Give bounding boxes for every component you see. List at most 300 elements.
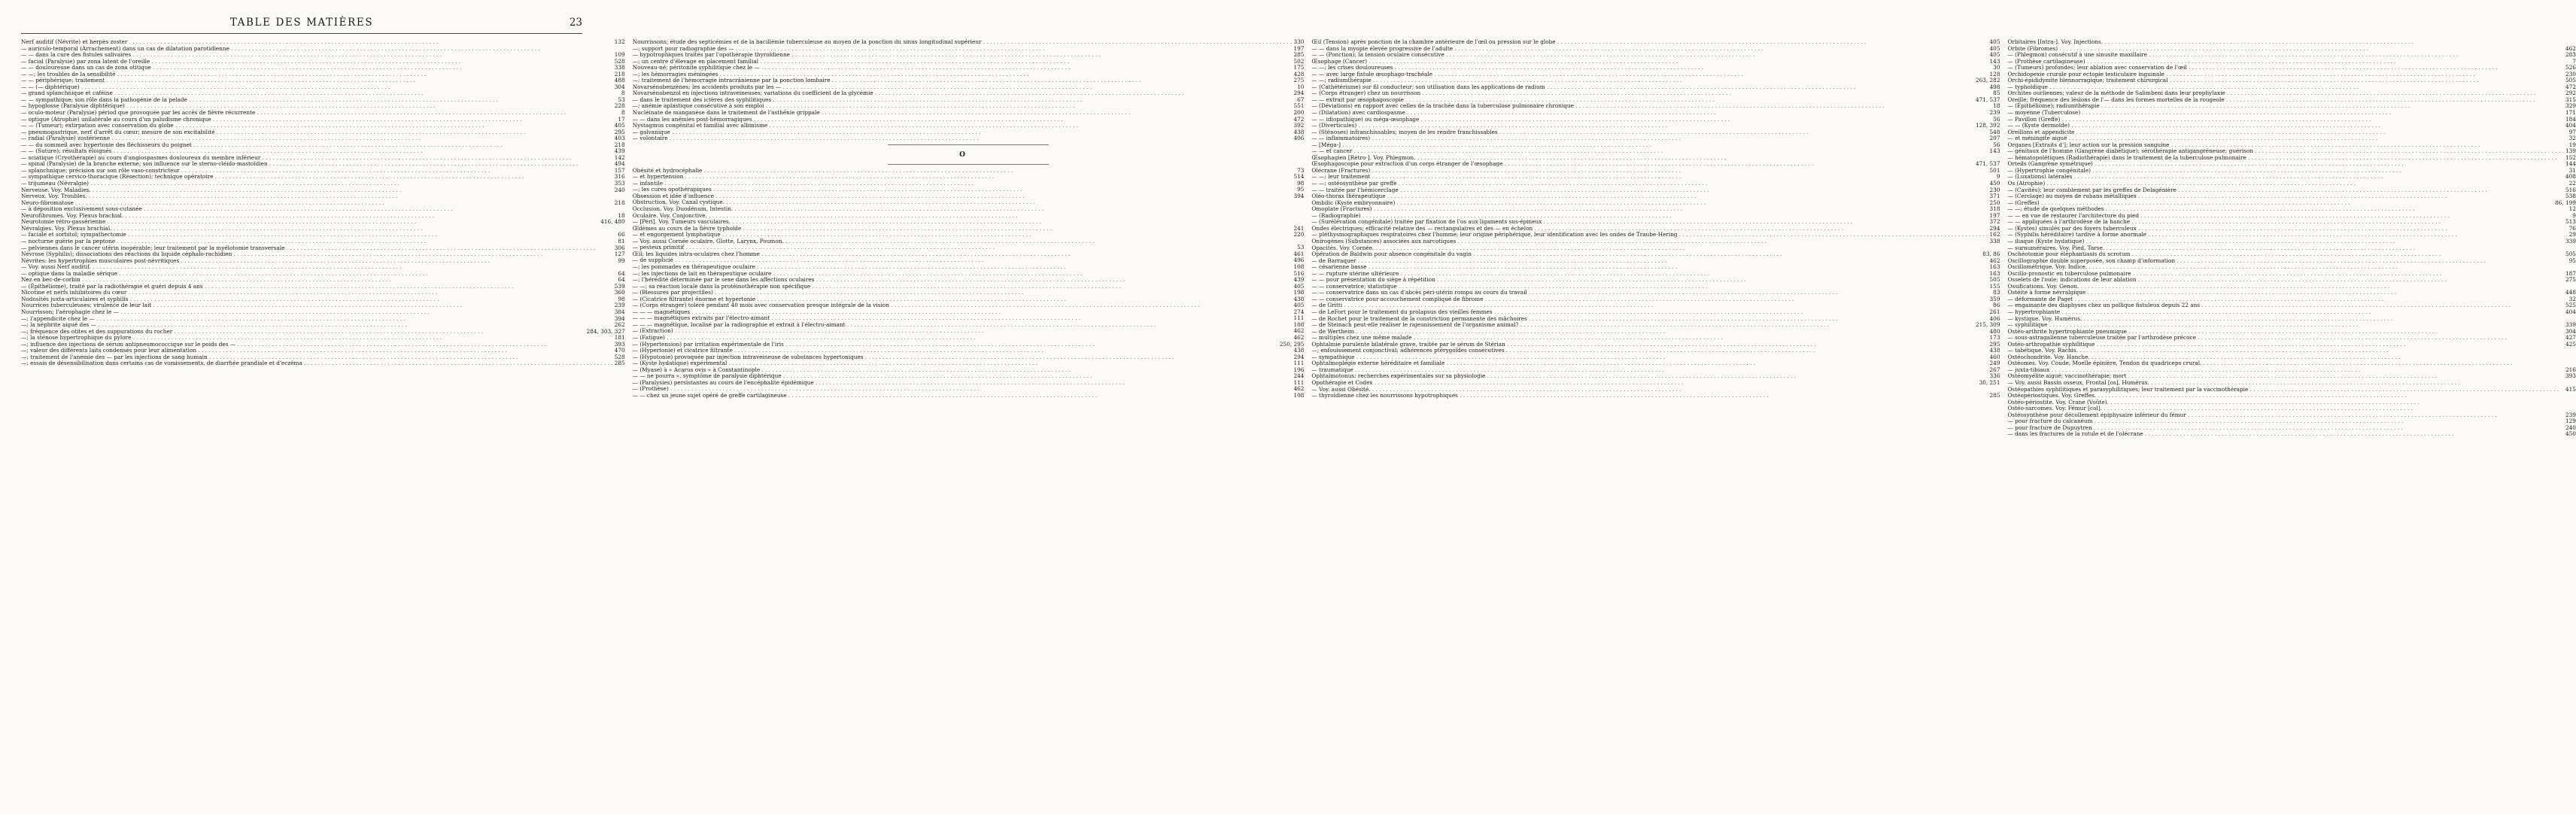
entry-page-number: 30 xyxy=(1993,64,2000,71)
entry-page-number: 470 xyxy=(614,347,625,354)
entry-text: —; valeur des différents laits condensés pour leur alimentation . . . xyxy=(21,348,613,354)
entry-text: Nucléinate de manganèse dans le traitement de l'asthénie grippale . . . xyxy=(633,110,1293,117)
entry-text: — (Kystes) simulés par des foyers tuberculeux . . . xyxy=(2007,226,2563,232)
entry-page-number: 548 xyxy=(1989,128,2000,135)
entry-page-number: 415 xyxy=(2565,385,2576,393)
entry-page-number: 29 xyxy=(2568,231,2576,238)
entry-text: — [Péri]. Voy. Tumeurs vasculaires. . . . xyxy=(633,219,1293,226)
entry-page-number: 285 xyxy=(614,360,625,367)
entry-page-number: 261 xyxy=(1989,308,2000,315)
entry-text: — sous-astragalienne tuberculeuse traitée par l'arthrodèse précoce . . . xyxy=(2007,335,2563,342)
entry-text: — syphilitique . . . xyxy=(2007,322,2563,329)
index-entry xyxy=(1311,393,2000,399)
entry-page-number: 405 xyxy=(1989,44,2000,52)
entry-page-number: 17 xyxy=(618,115,625,123)
entry-page-number: 230 xyxy=(1989,186,2000,193)
entry-page-number: 516 xyxy=(2565,186,2576,193)
entry-page-number: 285 xyxy=(1293,51,1305,59)
index-column-4 xyxy=(2007,39,2575,806)
entry-page-number: 438 xyxy=(1293,128,1305,135)
entry-page-number: 86 xyxy=(1993,302,2000,309)
entry-page-number: 108 xyxy=(1293,263,1305,270)
entry-text: — sciatique (Cryothérapie) au cours d'angiospasmes douloureux du membre inférieur . . . xyxy=(21,155,613,162)
entry-text: — de supplicié . . . xyxy=(633,257,1293,264)
entry-text: —; l'hérédité déterminée par le sexe dans les affections oculaires . . . xyxy=(633,277,1293,284)
entry-page-number: 425 xyxy=(2565,340,2576,348)
entry-page-number: 505 xyxy=(1989,276,2000,284)
entry-text: — hypoglosse (Paralysie diphtérique) . . . xyxy=(21,103,613,110)
entry-text: Nerveux. Voy. Troubles. . . . xyxy=(21,193,613,200)
entry-page-number: 262 xyxy=(614,321,625,329)
entry-text: — — sympathique; son rôle dans la pathogénie de la pelade . . . xyxy=(21,97,613,104)
entry-page-number: 353 xyxy=(614,180,625,187)
entry-page-number: 427 xyxy=(2565,334,2576,342)
entry-page-number: 304 xyxy=(2565,327,2576,335)
entry-page-number: 128 xyxy=(1989,70,2000,77)
entry-page-number: 157 xyxy=(614,166,625,174)
entry-page-number: 460 xyxy=(1989,353,2000,360)
entry-page-number: 339 xyxy=(2565,321,2576,329)
entry-page-number: 513 xyxy=(2565,218,2576,226)
index-entry xyxy=(2007,431,2575,438)
entry-text: Neurofibromes. Voy. Plexus brachial. . . . xyxy=(21,213,613,220)
entry-text: —; un centre d'élevage en placement familial . . . xyxy=(633,59,1293,65)
entry-page-number: 525 xyxy=(2565,302,2576,309)
entry-text: Ossifications. Voy. Genou. . . . xyxy=(2007,284,2563,290)
entry-text: — déformante de Paget . . . xyxy=(2007,296,2563,303)
entry-page-number: 8 xyxy=(621,109,625,117)
entry-page-number: 12 xyxy=(2568,205,2576,213)
entry-text: — —; sa réaction locale dans la protéinothérapie non spécifique . . . xyxy=(633,284,1293,290)
entry-text: — faciale et sorbitol; sympathectomie . . . xyxy=(21,232,613,238)
entry-page-number: 132 xyxy=(614,38,625,45)
entry-text: — optique (Atrophie) unilatérale au cours d'un paludisme chronique . . . xyxy=(21,117,613,123)
index-column-1 xyxy=(21,39,625,806)
entry-page-number: 81 xyxy=(618,237,625,245)
entry-text: — spinal (Paralysie) de la branche externe; son influence sur le sterno-cléido-mastoïdien . . . xyxy=(21,161,613,168)
entry-page-number: 406 xyxy=(1989,314,2000,322)
entry-text: Occlusion. Voy. Duodénum, Intestin. . . . xyxy=(633,206,1293,213)
entry-page-number: 480 xyxy=(1989,327,2000,335)
entry-page-number: 64 xyxy=(618,269,625,277)
entry-text: — et hypertension . . . xyxy=(633,174,1293,181)
entry-text: Neuro-fibromatose . . . xyxy=(21,200,613,207)
entry-text: — génitaux de l'homme (Gangrène diabétique); sérothérapie antigangréneuse; guérison . . . xyxy=(2007,148,2563,155)
entry-page-number: 99 xyxy=(618,257,625,264)
entry-text: Ombilic (Kyste embryonnaire) . . . xyxy=(1311,200,1988,207)
entry-text: — (Cicatrice filtrante) énorme et hypertonie . . . xyxy=(633,296,1293,303)
entry-text: — (Épithéliome), traité par la radiothérapie et guéri depuis 4 ans . . . xyxy=(21,284,613,290)
entry-page-number: 406 xyxy=(1293,135,1305,142)
entry-page-number: 306 xyxy=(614,244,625,251)
entry-text: — auriculo-temporal (Arrachement) dans un cas de dilatation parotidienne . . . xyxy=(21,46,613,53)
entry-page-number: 428 xyxy=(1293,70,1305,77)
index-columns xyxy=(21,38,2576,806)
entry-page-number: 163 xyxy=(1989,263,2000,271)
entry-text: Oreille; fréquence des lésions de l'— dans les formes mortelles de la rougeole . . . xyxy=(2007,97,2563,104)
entry-text: Nourrices tuberculeuses; virulence de leur lait . . . xyxy=(21,302,613,309)
entry-text: —; support pour radiographie des — . . . xyxy=(633,46,1293,53)
entry-page-number: 196 xyxy=(1293,366,1305,373)
entry-text: Obésité et hydrocéphalie . . . xyxy=(633,168,1293,175)
entry-text: —; la néphrite aiguë des — . . . xyxy=(21,322,613,329)
entry-text: Nouveau-né; péritonite syphilitique chez le — . . . xyxy=(633,65,1293,71)
entry-page-number: 403 xyxy=(614,135,625,142)
entry-page-number: 249 xyxy=(1989,360,2000,367)
entry-text: Nourrissons; étude des septicémies et de la bacillémie tuberculeuse au moyen de la ponction du sinus longitudinal supérieur . . . xyxy=(633,39,1293,46)
entry-page-number: 359 xyxy=(1989,295,2000,302)
entry-page-number: 405 xyxy=(1989,51,2000,59)
entry-text: — —; étude de quelques méthodes . . . xyxy=(2007,206,2563,213)
entry-text: Ostéo-sarcomes. Voy. Fémur [col]. . . . xyxy=(2007,405,2563,412)
entry-page-number: 67 xyxy=(1297,96,1305,103)
entry-text: Oschéotomie pour éléphantiasis du scrotum . . . xyxy=(2007,251,2563,258)
entry-page-number: 173 xyxy=(1989,334,2000,342)
entry-page-number: 239 xyxy=(2565,411,2576,418)
entry-text: — (Hypertonie) et cicatrice filtrante . . . xyxy=(633,348,1293,354)
entry-page-number: 471, 537 xyxy=(1975,160,2000,168)
entry-page-number: 528 xyxy=(614,57,625,65)
entry-text: Névrose (Syphilis); dissociations des réactions du liquide céphalo-rachidien . . . xyxy=(21,251,613,258)
entry-text: — (Paralysies) persistantes au cours de l'encéphalite épidémique . . . xyxy=(633,380,1293,387)
entry-text: Œdèmes au cours de la fièvre typhoïde . . . xyxy=(633,226,1293,232)
entry-page-number: 316 xyxy=(614,173,625,181)
entry-text: — — pour présentation du siège à répétition . . . xyxy=(1311,277,1988,284)
section-letter xyxy=(633,148,1305,162)
entry-text: — optique dans la maladie sérique . . . xyxy=(21,271,613,278)
entry-text: — (Extraction) . . . xyxy=(633,328,1293,335)
entry-text: — multiples chez une même malade . . . xyxy=(1311,335,1988,342)
entry-text: — de LeFort pour le traitement du prolapsus des vieilles femmes . . . xyxy=(1311,309,1988,316)
entry-page-number: 18 xyxy=(618,211,625,219)
entry-page-number: 384 xyxy=(614,308,625,315)
entry-page-number: 228 xyxy=(614,102,625,110)
entry-page-number: 394 xyxy=(614,314,625,322)
entry-page-number: 18 xyxy=(1993,102,2000,110)
entry-page-number: 22 xyxy=(2568,180,2576,187)
entry-page-number: 304 xyxy=(614,83,625,90)
entry-page-number: 283 xyxy=(2565,51,2576,59)
entry-page-number: 30, 251 xyxy=(1979,378,2000,386)
entry-text: — — — magnétiques . . . xyxy=(633,309,1293,316)
entry-page-number: 83, 86 xyxy=(1982,251,2000,258)
entry-page-number: 86, 199 xyxy=(2555,199,2576,206)
entry-page-number: 111 xyxy=(1293,360,1305,367)
entry-text: — — dans la cure des fistules salivaires . . . xyxy=(21,52,613,59)
entry-text: Ostéochondrite. Voy. Hanche. . . . xyxy=(2007,354,2563,361)
entry-page-number: 408 xyxy=(2565,173,2576,181)
entry-page-number: 144 xyxy=(2565,160,2576,168)
entry-page-number: 240 xyxy=(2565,424,2576,431)
entry-text: — Voy. aussi Obésité. . . . xyxy=(1311,387,1988,393)
entry-text: — Voy. aussi Nerf auditif. . . . xyxy=(21,264,613,271)
entry-page-number: 405 xyxy=(1989,38,2000,45)
entry-text: — kystique. Voy. Humérus. . . . xyxy=(2007,316,2563,323)
entry-page-number: 405 xyxy=(1293,302,1305,309)
entry-text: — (Prothèse) . . . xyxy=(633,386,1293,393)
entry-page-number: 56 xyxy=(1993,115,2000,123)
entry-text: — nocturne guérie par la peptone . . . xyxy=(21,238,613,245)
entry-page-number: 284, 303, 327 xyxy=(586,327,625,335)
entry-text: — — rupture utérine ultérieure . . . xyxy=(1311,271,1988,278)
entry-text: Ostéosynthèse pour décollement épiphysaire inférieur du fémur . . . xyxy=(2007,412,2563,419)
entry-text: — hypotrophiques traités par l'opothérapie thyroïdienne . . . xyxy=(633,52,1293,59)
entry-text: — galvanique . . . xyxy=(633,129,1293,136)
entry-text: — —; ostéosynthèse par greffe . . . xyxy=(1311,181,1988,187)
entry-text: — trijumeau (Névralgie) . . . xyxy=(21,181,613,187)
entry-page-number: 64 xyxy=(618,276,625,284)
entry-page-number: 294 xyxy=(1989,224,2000,232)
entry-page-number: 295 xyxy=(1989,340,2000,348)
entry-text: —; l'appendicite chez le — . . . xyxy=(21,316,613,323)
entry-page-number: 142 xyxy=(614,153,625,161)
entry-text: Neurotomie rétro-gassérienne . . . xyxy=(21,219,599,226)
entry-text: — sympathique . . . xyxy=(1311,354,1988,361)
entry-text: — juxta-tibiaux . . . xyxy=(2007,367,2563,374)
entry-text: Novarsénobenzènes; les accidents produits par les — . . . xyxy=(633,84,1293,91)
entry-page-number: 184 xyxy=(2565,115,2576,123)
entry-text: Œsophagoscopie pour extraction d'un corps étranger de l'œsophage . . . xyxy=(1311,161,1974,168)
entry-text: — — extrait par œsophagoscopie . . . xyxy=(1311,97,1974,104)
entry-page-number: 53 xyxy=(1297,244,1305,251)
entry-page-number: 220 xyxy=(1293,231,1305,238)
entry-page-number: 10 xyxy=(1297,83,1305,90)
entry-page-number: 139 xyxy=(2565,147,2576,155)
entry-text: Nerf auditif (Névrite) et herpès zoster . . . xyxy=(21,39,613,46)
entry-text: — —; les crises douloureuses . . . xyxy=(1311,65,1988,71)
index-entry xyxy=(21,360,625,367)
entry-page-number: 76 xyxy=(2568,224,2576,232)
entry-text: — (Dilatation) avec cardiospasme . . . xyxy=(1311,110,1988,117)
entry-text: Oreillons et appendicite . . . xyxy=(2007,129,2563,136)
entry-page-number: 73 xyxy=(1297,166,1305,174)
entry-page-number: 31 xyxy=(2568,166,2576,174)
entry-text: Ostéomyélite aiguë; vaccinothérapie; mort . . . xyxy=(2007,373,2563,380)
entry-text: — — appliquées à l'arthrodèse de la hanche . . . xyxy=(2007,219,2563,226)
entry-page-number: 155 xyxy=(1989,282,2000,290)
entry-text: — radial (Paralysie) zostérienne . . . xyxy=(21,135,613,142)
entry-text: —; les hémorragies méningées . . . xyxy=(633,71,1293,78)
entry-page-number: 98 xyxy=(1297,179,1305,187)
entry-text: — (Cavités); leur comblement par les greffes de Delagénière . . . xyxy=(2007,187,2563,194)
entry-text: Orchites ourliennes; valeur de la méthode de Salimbeni dans leur prophylaxie . . . xyxy=(2007,90,2563,97)
entry-page-number: 127 xyxy=(614,251,625,258)
index-entry xyxy=(633,135,1305,142)
entry-text: — (Corps étranger) toléré pendant 40 mois avec conservation presque intégrale de la vision . . . xyxy=(633,302,1293,309)
entry-text: — (Déviations) en rapport avec celles de la trachée dans la tuberculose pulmonaire chronique . . . xyxy=(1311,103,1988,110)
entry-text: — typhoïdique . . . xyxy=(2007,84,2563,91)
entry-page-number: 488 xyxy=(614,77,625,84)
entry-text: Orchidopexie crurale pour ectopie testiculaire inguinale . . . xyxy=(2007,71,2563,78)
entry-page-number: 292 xyxy=(2565,90,2576,97)
entry-text: — pour fracture du calcanéum . . . xyxy=(2007,418,2563,425)
entry-page-number: 267 xyxy=(1989,366,2000,373)
index-entry xyxy=(633,393,1305,399)
entry-page-number: 19 xyxy=(2568,141,2576,148)
entry-page-number: 175 xyxy=(1293,64,1305,71)
entry-text: — — (Ponction); la tension oculaire consécutive . . . xyxy=(1311,52,1988,59)
entry-page-number: 53 xyxy=(618,96,625,103)
entry-text: Ophtalmotonus: recherches expérimentales sur sa physiologie . . . xyxy=(1311,373,1988,380)
entry-page-number: 439 xyxy=(614,147,625,155)
entry-page-number: 338 xyxy=(614,64,625,71)
entry-page-number: 9 xyxy=(2572,211,2576,219)
entry-page-number: 448 xyxy=(2565,289,2576,296)
entry-text: Opothérapie et Codex . . . xyxy=(1311,380,1977,387)
entry-text: Oléo-thorax thérapeutique . . . xyxy=(1311,193,1988,200)
entry-text: Œsophagien [Rétro-]. Voy. Phlegmon. . . . xyxy=(1311,155,1988,162)
entry-text: — —; les troubles de la sensibilité . . . xyxy=(21,71,613,78)
entry-page-number: 197 xyxy=(1989,211,2000,219)
entry-text: — pour fracture de Dupuytren . . . xyxy=(2007,425,2563,432)
entry-page-number: 294 xyxy=(1293,90,1305,97)
entry-page-number: 7 xyxy=(2572,57,2576,65)
entry-text: — de Gritti . . . xyxy=(1311,302,1988,309)
entry-page-number: 66 xyxy=(618,231,625,238)
entry-text: — moyenne (Tuberculose) . . . xyxy=(2007,110,2563,117)
entry-text: — de Barraquer . . . xyxy=(1311,258,1988,265)
entry-text: — — ne pourra », symptôme de paralysie diphtérique . . . xyxy=(633,373,1293,380)
entry-page-number: 496 xyxy=(1293,257,1305,264)
entry-page-number: 163 xyxy=(1989,269,2000,277)
entry-text: Organes [Extraits d']; leur action sur la pression sanguine . . . xyxy=(2007,142,2563,149)
entry-text: — (Diverticules) . . . xyxy=(1311,123,1974,129)
entry-page-number: 360 xyxy=(614,289,625,296)
entry-page-number: 472 xyxy=(1293,115,1305,123)
entry-text: — surnuméraires. Voy. Pied, Tarse. . . . xyxy=(2007,245,2563,252)
entry-text: — et méningite aiguë . . . xyxy=(2007,135,2563,142)
entry-text: Opération de Baldwin pour absence congénitale du vagin . . . xyxy=(1311,251,1981,258)
entry-page-number: 494 xyxy=(614,160,625,168)
entry-text: — hypertrophiante . . . xyxy=(2007,309,2563,316)
entry-page-number: 502 xyxy=(1293,57,1305,65)
entry-page-number: 393 xyxy=(614,340,625,348)
entry-text: —; la sténose hypertrophique du pylore . . . xyxy=(21,335,613,342)
entry-page-number: 439 xyxy=(1293,276,1305,284)
entry-page-number: 111 xyxy=(1293,314,1305,322)
entry-page-number: 462 xyxy=(2565,44,2576,52)
entry-text: —; les pommades en thérapeutique oculaire . . . xyxy=(633,264,1293,271)
entry-page-number: 250, 295 xyxy=(1279,340,1305,348)
entry-page-number: 244 xyxy=(1293,372,1305,380)
entry-text: — — inflammatoires) . . . xyxy=(1311,135,1988,142)
entry-page-number: 230 xyxy=(2565,70,2576,77)
entry-page-number: 438 xyxy=(1989,347,2000,354)
entry-text: — (Myase) à « Acarus ovis » à Constantinople . . . xyxy=(633,367,1293,374)
entry-page-number: 404 xyxy=(2565,308,2576,315)
entry-text: — tabétique. Voy. Rachis. . . . xyxy=(2007,348,2563,354)
entry-page-number: 95 xyxy=(2568,257,2576,264)
entry-page-number: 56 xyxy=(1993,141,2000,148)
entry-page-number: 405 xyxy=(614,122,625,129)
entry-text: —; influence des injections de sérum antipneumococcique sur le poids des — . . . xyxy=(21,342,613,348)
entry-text: — (Surélévation congénitale) traitée par fixation de l'os aux ligaments sus-épineux . . . xyxy=(1311,219,1988,226)
entry-text: — (Phlegmon) consécutif à une sinusite maxillaire . . . xyxy=(2007,52,2563,59)
entry-page-number: 111 xyxy=(1293,378,1305,386)
entry-text: — — (Tumeur); extirpation avec conservation du globe . . . xyxy=(21,123,613,129)
entry-page-number: 528 xyxy=(614,353,625,360)
entry-text: — — idiopathique) ou méga-œsophage . . . xyxy=(1311,117,1988,123)
entry-page-number: 143 xyxy=(1989,147,2000,155)
entry-page-number: 239 xyxy=(1989,109,2000,117)
entry-text: Nourrisson; l'aérophagie chez le — . . . xyxy=(21,309,613,316)
entry-page-number: 471, 537 xyxy=(1975,96,2000,103)
entry-page-number: 275 xyxy=(1293,77,1305,84)
entry-text: Orbitaires [Intra-]. Voy. Injections. . . . xyxy=(2007,39,2563,46)
index-column-3 xyxy=(1311,39,2000,806)
entry-text: — pelviennes dans le cancer utérin inopérable; leur traitement par la myélotomie transversale . . . xyxy=(21,245,613,252)
entry-text: — — en vue de restaurer l'architecture du pied . . . xyxy=(2007,213,2563,220)
entry-page-number: 462 xyxy=(1293,385,1305,393)
entry-text: — grand splanchnique et caféine . . . xyxy=(21,90,613,97)
entry-text: — à déposition exclusivement sous-cutanée . . . xyxy=(21,206,613,213)
entry-text: — —; leur traitement . . . xyxy=(1311,174,1988,181)
entry-page-number: 285 xyxy=(1989,392,2000,399)
entry-page-number: 187 xyxy=(2565,269,2576,277)
entry-text: Oculaire. Voy. Conjonctive. . . . xyxy=(633,213,1293,220)
entry-text: Obstruction. Voy. Canal cystique. . . . xyxy=(633,199,1293,206)
entry-text: — — traitée par l'hémicerclage . . . xyxy=(1311,187,1988,194)
entry-page-number: 198 xyxy=(1293,289,1305,296)
entry-text: — volontaire . . . xyxy=(633,135,1293,142)
entry-page-number: 32 xyxy=(2568,135,2576,142)
entry-text: — facial (Paralysie) par zona latent de l'oreille . . . xyxy=(21,59,613,65)
entry-page-number: 218 xyxy=(614,141,625,148)
entry-text: —; les cures opothérapiques . . . xyxy=(633,187,1293,193)
page-title: TABLE DES MATIÈRES xyxy=(229,17,374,29)
entry-text: Névrites: les hypertrophies musculaires post-névritiques . . . xyxy=(21,258,613,265)
entry-text: — (Kyste hydatique) expérimental . . . xyxy=(633,360,1293,367)
entry-page-number: 329 xyxy=(2565,102,2576,110)
entry-text: Oscillographie double superposée, son champ d'information . . . xyxy=(2007,258,2563,265)
entry-text: — (Prothèse cartilagineuse) . . . xyxy=(2007,59,2563,65)
entry-text: — (Hypertension) par irritation expérimentale de l'iris . . . xyxy=(633,342,1278,348)
entry-text: O xyxy=(959,150,965,159)
entry-text: — dans les fractures de la rotule et de l'olécrane . . . xyxy=(2007,431,2563,438)
entry-page-number: 371 xyxy=(1989,193,2000,200)
entry-text: — (Radiographie) . . . xyxy=(1311,213,1988,220)
entry-text: — — conservatrice dans un cas d'abcès péri-utérin rompu au cours du travail . . . xyxy=(1311,290,1988,296)
entry-text: — infantile . . . xyxy=(633,181,1293,187)
page-header xyxy=(21,15,582,34)
entry-text: — (Cerclage) au moyen de rubans métalliques . . . xyxy=(2007,193,2563,200)
entry-page-number: 83 xyxy=(1993,289,2000,296)
entry-text: — —; radiumthérapie . . . xyxy=(1311,77,1974,84)
entry-text: — (Luxations) latérales . . . xyxy=(2007,174,2563,181)
entry-page-number: 274 xyxy=(1293,308,1305,315)
entry-page-number: 339 xyxy=(2565,237,2576,245)
entry-text: —; traitement de l'anémie des — par les injections de sang humain . . . xyxy=(21,354,613,361)
entry-page-number: 462 xyxy=(1989,257,2000,264)
entry-page-number: 152 xyxy=(2565,153,2576,161)
entry-text: — dans le traitement des ictères des syphilitiques . . . xyxy=(633,97,1293,104)
entry-page-number: 372 xyxy=(1989,218,2000,226)
entry-text: — — (Suture); résultats éloignés . . . xyxy=(21,148,613,155)
entry-page-number: 393 xyxy=(2565,372,2576,380)
entry-page-number: 200 xyxy=(1293,109,1305,117)
entry-text: — et engorgement lymphatique . . . xyxy=(633,232,1293,238)
entry-text: Oscillo-pronostic en tuberculose pulmonaire . . . xyxy=(2007,271,2563,278)
entry-text: — pléthysmographiques respiratoires chez l'homme; leur origine périphérique, leur identification avec les ondes de Traube-Hering . . . xyxy=(1311,232,1988,238)
entry-page-number: 181 xyxy=(614,334,625,342)
entry-text: — (Fatigue) . . . xyxy=(633,335,1293,342)
entry-page-number: 8 xyxy=(621,90,625,97)
entry-page-number: 462 xyxy=(1293,327,1305,335)
entry-text: Nez en bec-de-corbin . . . xyxy=(21,277,613,284)
entry-page-number: 450 xyxy=(1989,180,2000,187)
entry-text: — — périphérique; traitement . . . xyxy=(21,77,613,84)
entry-page-number: 450 xyxy=(2565,430,2576,438)
